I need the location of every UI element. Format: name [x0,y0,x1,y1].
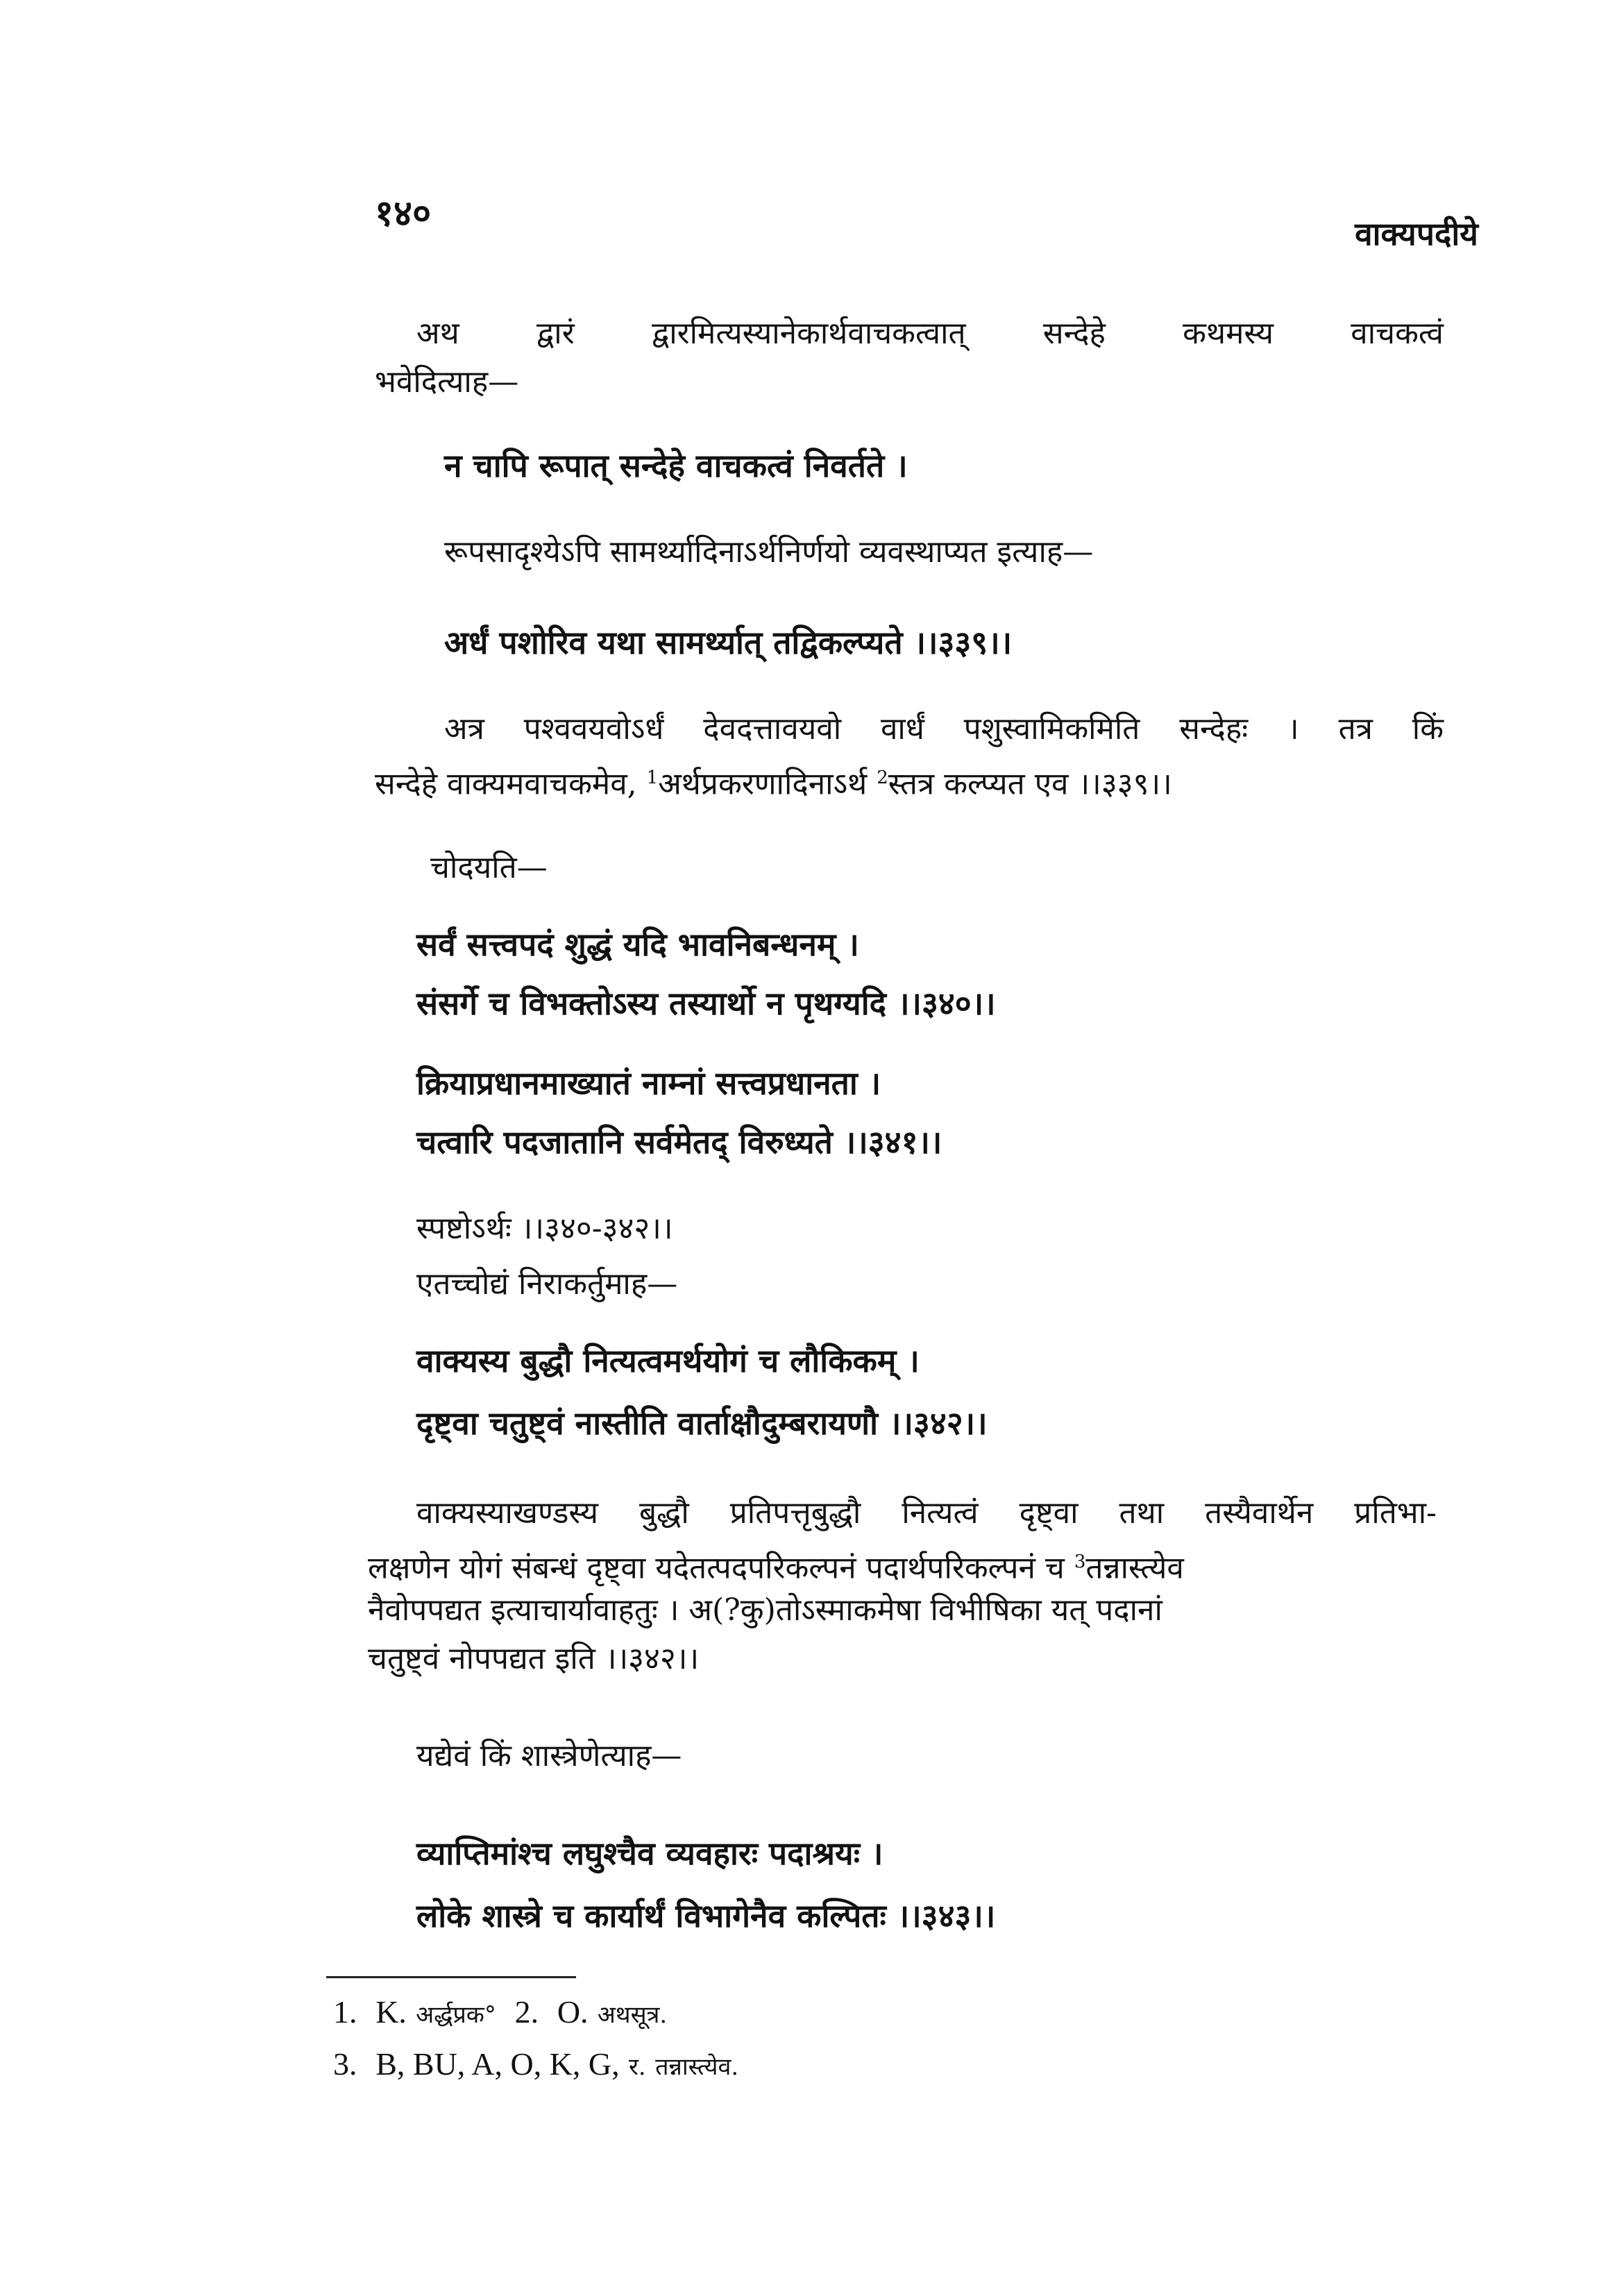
running-title: वाक्यपदीये [1355,215,1478,253]
commentary-paragraph-7-line-1: वाक्यस्याखण्डस्य बुद्धौ प्रतिपत्तृबुद्धौ नित्यत्वं दृष्ट्वा तथा तस्यैवार्थेन प्रतिभा- [416,1495,1437,1531]
commentary-paragraph-7-line-4: चतुष्ट्वं नोपपद्यत इति ।।३४२।। [368,1641,700,1676]
commentary-paragraph-1-line-2: भवेदित्याह— [375,364,519,400]
footnote-line-1: 1. K. अर्द्धप्रक° 2. O. अथसूत्र. [333,1994,668,2030]
footnote-line-2: 3. B, BU, A, O, K, G, र. तन्नास्त्येव. [333,2046,739,2082]
commentary-paragraph-8: यद्येवं किं शास्त्रेणेत्याह— [416,1738,682,1774]
commentary-paragraph-4: चोदयति— [430,850,548,885]
commentary-paragraph-6: एतच्चोद्यं निराकर्तुमाह— [416,1266,678,1302]
page-number: १४० [375,192,432,235]
commentary-paragraph-7-line-2: लक्षणेन योगं संबन्धं दृष्ट्वा यदेतत्पदपरिकल्पनं पदार्थपरिकल्पनं च $^3$तन्नास्त्येव [368,1550,1184,1586]
footnote-separator [326,1976,576,1978]
karika-verse-342-line-1: वाक्यस्य बुद्धौ नित्यत्वमर्थयोगं च लौकिकम् । [416,1342,920,1379]
footnote-marker-1: 1 [646,767,659,788]
karika-verse-340-line-1: सर्वं सत्त्वपदं शुद्धं यदि भावनिबन्धनम् । [416,926,859,963]
karika-verse-341-line-1: क्रियाप्रधानमाख्यातं नाम्नां सत्त्वप्रधानता । [416,1064,881,1102]
commentary-paragraph-3-line-1: अत्र पश्ववयवोऽर्धं देवदत्तावयवो वार्धं पशुस्वामिकमिति सन्देहः । तत्र किं [444,711,1444,747]
commentary-paragraph-7-line-3: नैवोपपद्यत इत्याचार्यावाहतुः । अ(?कु)तोऽस्माकमेषा विभीषिका यत् पदानां [368,1592,1162,1628]
karika-verse-1: न चापि रूपात् सन्देहे वाचकत्वं निवर्तते । [444,447,908,484]
commentary-paragraph-5: स्पष्टोऽर्थः ।।३४०-३४२।। [416,1211,673,1246]
karika-verse-343-line-2: लोके शास्त्रे च कार्यार्थं विभागेनैव कल्पितः ।।३४३।। [416,1897,996,1934]
footnote-marker-3: 3 [1074,1551,1086,1572]
karika-verse-339: अर्धं पशोरिव यथा सामर्थ्यात् तद्विकल्प्यते ।।३३९।। [444,624,1013,661]
commentary-paragraph-3-line-2: सन्देहे वाक्यमवाचकमेव, $^1$अर्थप्रकरणादिनाऽर्थ $^2$स्तत्र कल्प्यत एव ।।३३९।। [375,766,1172,802]
karika-verse-342-line-2: दृष्ट्वा चतुष्ट्वं नास्तीति वार्ताक्षौदुम्बरायणौ ।।३४२।। [416,1404,988,1442]
karika-verse-340-line-2: संसर्गे च विभक्तोऽस्य तस्यार्थो न पृथग्यदि ।।३४०।। [416,985,996,1022]
footnote-marker-2: 2 [877,767,888,788]
karika-verse-341-line-2: चत्वारि पदजातानि सर्वमेतद् विरुध्यते ।।३४१।। [416,1123,942,1161]
commentary-paragraph-2: रूपसादृश्येऽपि सामर्थ्यादिनाऽर्थनिर्णयो व्यवस्थाप्यत इत्याह— [444,534,1094,570]
karika-verse-343-line-1: व्याप्तिमांश्च लघुश्चैव व्यवहारः पदाश्रयः । [416,1835,883,1872]
commentary-paragraph-1-line-1: अथ द्वारं द्वारमित्यस्यानेकार्थवाचकत्वात् सन्देहे कथमस्य वाचकत्वं [416,316,1444,351]
